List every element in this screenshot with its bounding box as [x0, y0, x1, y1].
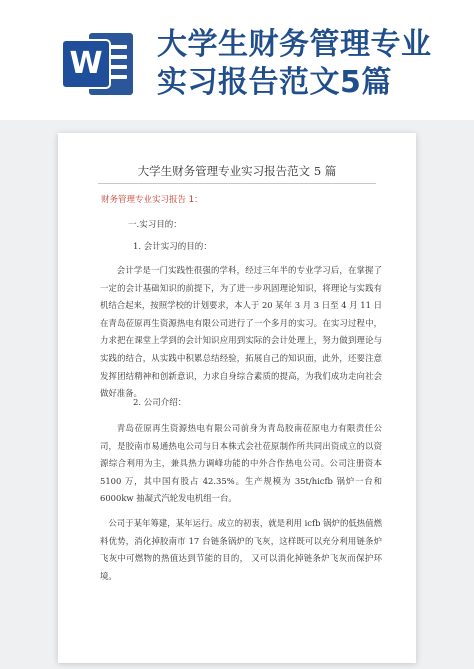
- document-preview-area: [0, 120, 474, 669]
- section-heading-company: 2. 公司介绍：: [133, 398, 187, 408]
- paragraph-purpose: 会计学是一门实践性很强的学科，经过三年半的专业学习后，在掌握了一定的会计基础知识的前提下，为了进一步巩固理论知识，将理论与实践有机结合起来，按照学校的计划要求，本人于 20 某年 3 月 3 日至 4 月 11 日在青岛莅原再生资源热电有限公司进行了一个多月的实习。在实习过程中，力求把在课堂上学到的会计知识应用到实际的会计处理上，努力做到理论与实践的结合，从实践中积累总结经验，拓展自己的知识面，此外，还要注意发挥团结精神和创新意识，力求自身综合素质的提高，为我们成功走向社会做好准备。: [100, 265, 382, 399]
- subsection-heading-accounting: 1. 会计实习的目的：: [133, 242, 212, 252]
- word-icon-letter: W: [69, 46, 103, 81]
- paragraph-company-history: 公司于某年筹建，某年运行。成立的初衷，就是利用 icfb 锅炉的低热值燃料优势，消化掉胶南市 17 台链条锅炉的飞灰，这样既可以充分利用链条炉飞灰中可燃物的热值达到节能的目的， 又可以消化掉链条炉飞灰而保护环境。: [100, 518, 382, 581]
- header: [0, 0, 474, 120]
- page-title: 大学生财务管理专业实习报告范文5篇: [157, 27, 432, 100]
- section-heading-purpose: 一.实习目的：: [128, 220, 182, 230]
- word-icon-badge: [63, 41, 109, 87]
- title-divider: [98, 183, 376, 184]
- document-page: [58, 133, 416, 663]
- word-document-icon: [63, 33, 133, 95]
- document-subtitle: 财务管理专业实习报告 1：: [101, 195, 203, 205]
- paragraph-company-intro: 青岛莅原再生资源热电有限公司前身为青岛胶南莅原电力有限责任公司，是胶南市易通热电公司与日本株式会社莅原制作所共同出资成立的以资源综合利用为主，兼具热力调峰功能的中外合作热电公司。公司注册资本 5100 万，其中国有股占 42.35%。生产规模为 35t/hicfb 锅炉一台和 6000kw 抽凝式汽轮发电机组一台。: [100, 423, 382, 504]
- document-title: 大学生财务管理专业实习报告范文 5 篇: [137, 164, 337, 178]
